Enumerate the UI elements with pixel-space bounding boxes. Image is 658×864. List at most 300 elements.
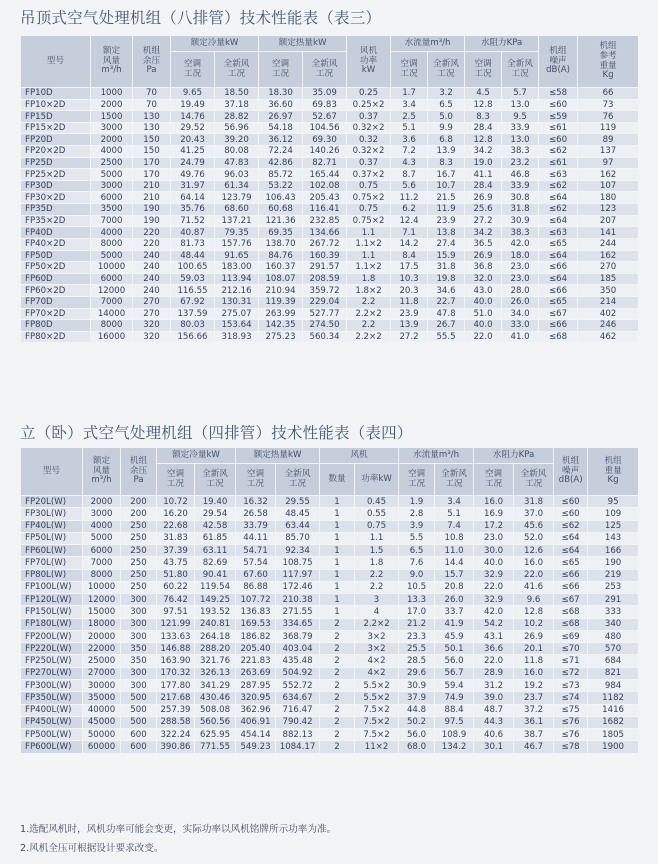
model-cell: FP20D <box>21 134 91 146</box>
data-cell: 3.4 <box>435 496 474 508</box>
data-cell: 29.52 <box>171 122 215 134</box>
data-cell: 30.8 <box>502 192 539 204</box>
data-cell: 4.3 <box>391 157 428 169</box>
data-cell: 36.12 <box>259 134 303 146</box>
data-cell: ≤65 <box>539 238 578 250</box>
data-cell: 10.2 <box>514 618 554 630</box>
data-cell: 13.8 <box>428 227 465 239</box>
data-cell: 22.0 <box>514 569 554 581</box>
data-cell: 80.08 <box>215 146 259 158</box>
data-cell: 23.7 <box>514 692 554 704</box>
data-cell: 160.39 <box>303 250 347 262</box>
data-cell: 37.18 <box>215 99 259 111</box>
data-cell: 149.25 <box>195 594 236 606</box>
data-cell: 22.0 <box>474 581 514 593</box>
data-cell: 2.2×2 <box>347 331 391 343</box>
data-cell: ≤60 <box>539 134 578 146</box>
data-cell: 17.2 <box>474 520 514 532</box>
data-cell: 96.03 <box>215 169 259 181</box>
data-cell: 44.3 <box>474 716 514 728</box>
data-cell: 208.59 <box>303 273 347 285</box>
data-cell: 17.0 <box>399 606 435 618</box>
table-row <box>21 557 639 569</box>
data-cell: 36.1 <box>514 716 554 728</box>
data-cell: ≤59 <box>539 111 578 123</box>
table-row <box>21 122 639 134</box>
data-cell: 163.90 <box>157 655 195 667</box>
data-cell: 14.2 <box>391 238 428 250</box>
data-cell: 19.2 <box>514 679 554 691</box>
data-cell: 1.8 <box>355 557 399 569</box>
data-cell: 716.47 <box>276 704 320 716</box>
data-cell: 64.14 <box>171 192 215 204</box>
model-cell: FP15D <box>21 111 91 123</box>
data-cell: 31.8 <box>428 262 465 274</box>
data-cell: 16000 <box>91 331 133 343</box>
data-cell: 1.1 <box>347 227 391 239</box>
model-cell: FP220L(W) <box>21 643 83 655</box>
data-cell: 10.8 <box>435 532 474 544</box>
data-cell: 31.8 <box>502 204 539 216</box>
data-cell: 108.07 <box>259 273 303 285</box>
data-cell: 85.72 <box>259 169 303 181</box>
data-cell: 92.34 <box>276 545 320 557</box>
model-cell: FP60×2D <box>21 285 91 297</box>
data-cell: 500 <box>121 692 157 704</box>
data-cell: 26.0 <box>502 296 539 308</box>
data-cell: 28.9 <box>474 667 514 679</box>
header-airflow: 额定 风量 m³/h <box>91 36 133 88</box>
data-cell: 5000 <box>91 169 133 181</box>
footnote-2: 2.风机全压可根据设计要求改变。 <box>20 843 164 854</box>
table-row <box>21 729 639 741</box>
data-cell: 5000 <box>91 250 133 262</box>
data-cell: 9.0 <box>399 569 435 581</box>
data-cell: 42.0 <box>474 606 514 618</box>
data-cell: 1 <box>320 594 355 606</box>
data-cell: 4 <box>355 606 399 618</box>
data-cell: 600 <box>121 741 157 753</box>
data-cell: 60.22 <box>157 581 195 593</box>
data-cell: 76.42 <box>157 594 195 606</box>
data-cell: 246 <box>578 320 639 332</box>
table2-title: 立（卧）式空气处理机组（四排管）技术性能表（表四） <box>20 424 413 442</box>
data-cell: 190 <box>133 204 171 216</box>
table-row <box>21 250 639 262</box>
data-cell: 28.4 <box>465 180 502 192</box>
data-cell: 33.0 <box>502 320 539 332</box>
data-cell: 70 <box>133 88 171 100</box>
data-cell: 69.35 <box>259 227 303 239</box>
data-cell: 100.65 <box>171 262 215 274</box>
data-cell: 81.73 <box>171 238 215 250</box>
data-cell: 350 <box>121 643 157 655</box>
data-cell: 0.37 <box>347 111 391 123</box>
subheader-fresh-air: 全新风 工况 <box>514 464 554 496</box>
data-cell: 56.0 <box>435 655 474 667</box>
data-cell: 16.0 <box>474 496 514 508</box>
model-cell: FP80L(W) <box>21 569 83 581</box>
data-cell: 625.95 <box>195 729 236 741</box>
header-water-flow: 水流量m³/h <box>399 448 474 464</box>
data-cell: 134.2 <box>435 741 474 753</box>
data-cell: 16.32 <box>236 496 276 508</box>
data-cell: 13.9 <box>428 146 465 158</box>
data-cell: 84.76 <box>259 250 303 262</box>
data-cell: 2 <box>320 704 355 716</box>
data-cell: 37.2 <box>514 704 554 716</box>
data-cell: 66 <box>578 88 639 100</box>
data-cell: 20.8 <box>435 581 474 593</box>
data-cell: 0.75 <box>347 204 391 216</box>
model-cell: FP100L(W) <box>21 581 83 593</box>
data-cell: 95 <box>588 496 639 508</box>
data-cell: 33.9 <box>502 180 539 192</box>
header-noise: 机组 噪声 dB(A) <box>539 36 578 88</box>
header-cooling: 额定冷量kW <box>171 36 259 52</box>
data-cell: 22.68 <box>157 520 195 532</box>
data-cell: 271.55 <box>276 606 320 618</box>
data-cell: 52.67 <box>303 111 347 123</box>
data-cell: 79.35 <box>215 227 259 239</box>
data-cell: 28.5 <box>399 655 435 667</box>
data-cell: 1 <box>320 557 355 569</box>
data-cell: 300 <box>121 667 157 679</box>
data-cell: 36.5 <box>465 238 502 250</box>
data-cell: 2.2 <box>347 296 391 308</box>
table-row <box>21 146 639 158</box>
table1-title: 吊顶式空气处理机组（八排管）技术性能表（表三） <box>20 9 382 27</box>
data-cell: 7.2 <box>391 146 428 158</box>
data-cell: 89 <box>578 134 639 146</box>
data-cell: 37.9 <box>399 692 435 704</box>
data-cell: 22.0 <box>474 655 514 667</box>
data-cell: ≤73 <box>554 679 588 691</box>
data-cell: 5.5×2 <box>355 692 399 704</box>
data-cell: 300 <box>121 679 157 691</box>
data-cell: 287.95 <box>236 679 276 691</box>
data-cell: 14000 <box>91 308 133 320</box>
data-cell: 3.9 <box>399 520 435 532</box>
data-cell: 74.9 <box>435 692 474 704</box>
data-cell: 35.09 <box>303 88 347 100</box>
data-cell: ≤60 <box>554 496 588 508</box>
table-row <box>21 508 639 520</box>
table-row <box>21 532 639 544</box>
data-cell: 31.83 <box>157 532 195 544</box>
data-cell: 42.0 <box>502 238 539 250</box>
data-cell: 0.55 <box>355 508 399 520</box>
data-cell: ≤62 <box>539 180 578 192</box>
data-cell: 13.0 <box>502 99 539 111</box>
data-cell: 882.13 <box>276 729 320 741</box>
table-row <box>21 88 639 100</box>
model-cell: FP70×2D <box>21 308 91 320</box>
data-cell: 1 <box>320 581 355 593</box>
data-cell: 67.60 <box>236 569 276 581</box>
data-cell: 0.32×2 <box>347 122 391 134</box>
data-cell: 24.79 <box>171 157 215 169</box>
model-cell: FP15×2D <box>21 122 91 134</box>
data-cell: 38.3 <box>502 146 539 158</box>
data-cell: 0.45 <box>355 496 399 508</box>
data-cell: 31.8 <box>514 496 554 508</box>
data-cell: 1 <box>320 569 355 581</box>
data-cell: 684 <box>588 655 639 667</box>
data-cell: 23.9 <box>391 308 428 320</box>
data-cell: 46.7 <box>514 741 554 753</box>
data-cell: 4000 <box>83 520 121 532</box>
data-cell: ≤71 <box>554 655 588 667</box>
data-cell: 5.7 <box>502 88 539 100</box>
data-cell: 1000 <box>91 88 133 100</box>
model-cell: FP120L(W) <box>21 594 83 606</box>
data-cell: 1682 <box>588 716 639 728</box>
model-cell: FP300L(W) <box>21 679 83 691</box>
subheader-fresh-air: 全新风 工况 <box>502 52 539 88</box>
header-model: 型号 <box>21 448 83 496</box>
data-cell: 119.54 <box>195 581 236 593</box>
data-cell: 12.8 <box>514 606 554 618</box>
subheader-ac: 空调 工况 <box>236 464 276 496</box>
data-cell: 190 <box>588 557 639 569</box>
data-cell: 10000 <box>83 581 121 593</box>
data-cell: 56.0 <box>399 729 435 741</box>
data-cell: 41.6 <box>514 581 554 593</box>
data-cell: 9.5 <box>502 111 539 123</box>
data-cell: 2.2 <box>355 581 399 593</box>
data-cell: 8000 <box>91 320 133 332</box>
data-cell: 107.72 <box>236 594 276 606</box>
data-cell: 13.9 <box>391 320 428 332</box>
data-cell: 42.58 <box>195 520 236 532</box>
data-cell: 212.16 <box>215 285 259 297</box>
data-cell: 97 <box>578 157 639 169</box>
data-cell: 5.1 <box>391 122 428 134</box>
data-cell: 142.35 <box>259 320 303 332</box>
table-row <box>21 99 639 111</box>
data-cell: 26.97 <box>259 111 303 123</box>
data-cell: ≤58 <box>539 88 578 100</box>
data-cell: 31.2 <box>474 679 514 691</box>
data-cell: 42.86 <box>259 157 303 169</box>
footnote-1: 1.选配风机时，风机功率可能会变更，实际功率以风机铭牌所示功率为准。 <box>20 824 337 835</box>
data-cell: 13.0 <box>502 134 539 146</box>
data-cell: 116.41 <box>303 204 347 216</box>
data-cell: 250 <box>121 557 157 569</box>
data-cell: 1.1 <box>355 532 399 544</box>
data-cell: 250 <box>121 520 157 532</box>
data-cell: 60.68 <box>259 204 303 216</box>
data-cell: 41.9 <box>435 618 474 630</box>
data-cell: ≤68 <box>554 606 588 618</box>
data-cell: ≤62 <box>539 146 578 158</box>
data-cell: 137.59 <box>171 308 215 320</box>
subheader-ac: 空调 工况 <box>399 464 435 496</box>
table-row <box>21 331 639 343</box>
data-cell: 19.0 <box>465 157 502 169</box>
data-cell: 130 <box>133 111 171 123</box>
model-cell: FP600L(W) <box>21 741 83 753</box>
data-cell: 108.75 <box>276 557 320 569</box>
model-cell: FP80×2D <box>21 331 91 343</box>
data-cell: 37.0 <box>514 508 554 520</box>
model-cell: FP70L(W) <box>21 557 83 569</box>
table-row <box>21 581 639 593</box>
data-cell: 430.46 <box>195 692 236 704</box>
data-cell: 40000 <box>83 704 121 716</box>
data-cell: 300 <box>121 606 157 618</box>
data-cell: 16.0 <box>514 667 554 679</box>
data-cell: 12000 <box>91 285 133 297</box>
data-cell: 91.65 <box>215 250 259 262</box>
data-cell: 27.2 <box>465 215 502 227</box>
data-cell: 138.70 <box>259 238 303 250</box>
table-row <box>21 667 639 679</box>
data-cell: ≤60 <box>539 99 578 111</box>
data-cell: 2 <box>320 618 355 630</box>
data-cell: 454.14 <box>236 729 276 741</box>
data-cell: 1 <box>320 508 355 520</box>
table-row <box>21 679 639 691</box>
data-cell: 15.7 <box>435 569 474 581</box>
data-cell: 51.80 <box>157 569 195 581</box>
data-cell: 68.0 <box>399 741 435 753</box>
data-cell: 46.8 <box>502 169 539 181</box>
table-row <box>21 630 639 642</box>
data-cell: 210 <box>133 180 171 192</box>
data-cell: 72.24 <box>259 146 303 158</box>
data-cell: 183.00 <box>215 262 259 274</box>
data-cell: 5.6 <box>391 180 428 192</box>
model-cell: FP60L(W) <box>21 545 83 557</box>
data-cell: 40.0 <box>465 320 502 332</box>
data-cell: 69.83 <box>303 99 347 111</box>
data-cell: 2 <box>320 643 355 655</box>
data-cell: 14.4 <box>435 557 474 569</box>
table-row <box>21 169 639 181</box>
data-cell: 50.1 <box>435 643 474 655</box>
data-cell: 6.8 <box>428 134 465 146</box>
header-water-resist: 水阻力KPa <box>465 36 539 52</box>
data-cell: 9.9 <box>428 122 465 134</box>
data-cell: 30.1 <box>474 741 514 753</box>
model-cell: FP60D <box>21 273 91 285</box>
data-cell: 55.5 <box>428 331 465 343</box>
data-cell: ≤75 <box>554 704 588 716</box>
data-cell: 20.43 <box>171 134 215 146</box>
model-cell: FP40L(W) <box>21 520 83 532</box>
data-cell: 18.50 <box>215 88 259 100</box>
data-cell: 634.67 <box>276 692 320 704</box>
data-cell: 15.9 <box>428 250 465 262</box>
data-cell: 0.75 <box>347 180 391 192</box>
data-cell: 76 <box>578 111 639 123</box>
data-cell: 22.7 <box>428 296 465 308</box>
data-cell: 300 <box>121 594 157 606</box>
data-cell: 10.7 <box>428 180 465 192</box>
data-cell: 108.9 <box>435 729 474 741</box>
data-cell: 123.79 <box>215 192 259 204</box>
data-cell: 23.9 <box>428 215 465 227</box>
subheader-ac: 空调 工况 <box>474 464 514 496</box>
data-cell: 12000 <box>83 594 121 606</box>
data-cell: 220 <box>133 227 171 239</box>
data-cell: 28.4 <box>465 122 502 134</box>
data-cell: ≤68 <box>554 618 588 630</box>
subheader-ac: 空调 工况 <box>465 52 502 88</box>
data-cell: 15000 <box>83 606 121 618</box>
data-cell: 210.94 <box>259 285 303 297</box>
data-cell: 12.6 <box>514 545 554 557</box>
data-cell: 341.29 <box>195 679 236 691</box>
data-cell: 2 <box>320 667 355 679</box>
data-cell: 1500 <box>91 111 133 123</box>
data-cell: 51.0 <box>465 308 502 320</box>
header-heating: 额定热量kW <box>259 36 347 52</box>
header-weight: 机组 重量 Kg <box>588 448 639 496</box>
data-cell: 27.4 <box>428 238 465 250</box>
data-cell: 90.41 <box>195 569 236 581</box>
table-row <box>21 273 639 285</box>
data-cell: 48.45 <box>276 508 320 520</box>
model-cell: FP10×2D <box>21 99 91 111</box>
data-cell: 156.66 <box>171 331 215 343</box>
data-cell: 560.34 <box>303 331 347 343</box>
data-cell: 63.44 <box>276 520 320 532</box>
table-row <box>21 308 639 320</box>
data-cell: 1.9 <box>399 496 435 508</box>
table-row <box>21 157 639 169</box>
data-cell: 73 <box>578 99 639 111</box>
data-cell: 4×2 <box>355 667 399 679</box>
data-cell: 250 <box>121 545 157 557</box>
data-cell: 30000 <box>83 679 121 691</box>
data-cell: 19.40 <box>195 496 236 508</box>
data-cell: 9.65 <box>171 88 215 100</box>
data-cell: 97.51 <box>157 606 195 618</box>
data-cell: 26.0 <box>435 594 474 606</box>
data-cell: 61.85 <box>195 532 236 544</box>
data-cell: 25000 <box>83 655 121 667</box>
data-cell: 2.5 <box>391 111 428 123</box>
data-cell: 527.77 <box>303 308 347 320</box>
data-cell: 320.95 <box>236 692 276 704</box>
header-cooling: 额定冷量kW <box>157 448 236 464</box>
data-cell: 88.4 <box>435 704 474 716</box>
subheader-ac: 空调 工况 <box>157 464 195 496</box>
subheader-fresh-air: 全新风 工况 <box>303 52 347 88</box>
data-cell: 5.5×2 <box>355 679 399 691</box>
data-cell: 402 <box>578 308 639 320</box>
table-row <box>21 285 639 297</box>
header-noise: 机组 噪声 dB(A) <box>554 448 588 496</box>
data-cell: 1.7 <box>391 88 428 100</box>
data-cell: ≤68 <box>539 331 578 343</box>
data-cell: 0.32×2 <box>347 146 391 158</box>
header-fan: 风机 <box>320 448 399 464</box>
data-cell: 50000 <box>83 729 121 741</box>
data-cell: 34.2 <box>465 227 502 239</box>
data-cell: 23.2 <box>502 157 539 169</box>
data-cell: 141 <box>578 227 639 239</box>
data-cell: 219 <box>588 569 639 581</box>
data-cell: 119 <box>578 122 639 134</box>
data-cell: 0.25 <box>347 88 391 100</box>
data-cell: 210 <box>133 192 171 204</box>
subheader-fan-power: 功率kW <box>355 464 399 496</box>
data-cell: 253 <box>588 581 639 593</box>
